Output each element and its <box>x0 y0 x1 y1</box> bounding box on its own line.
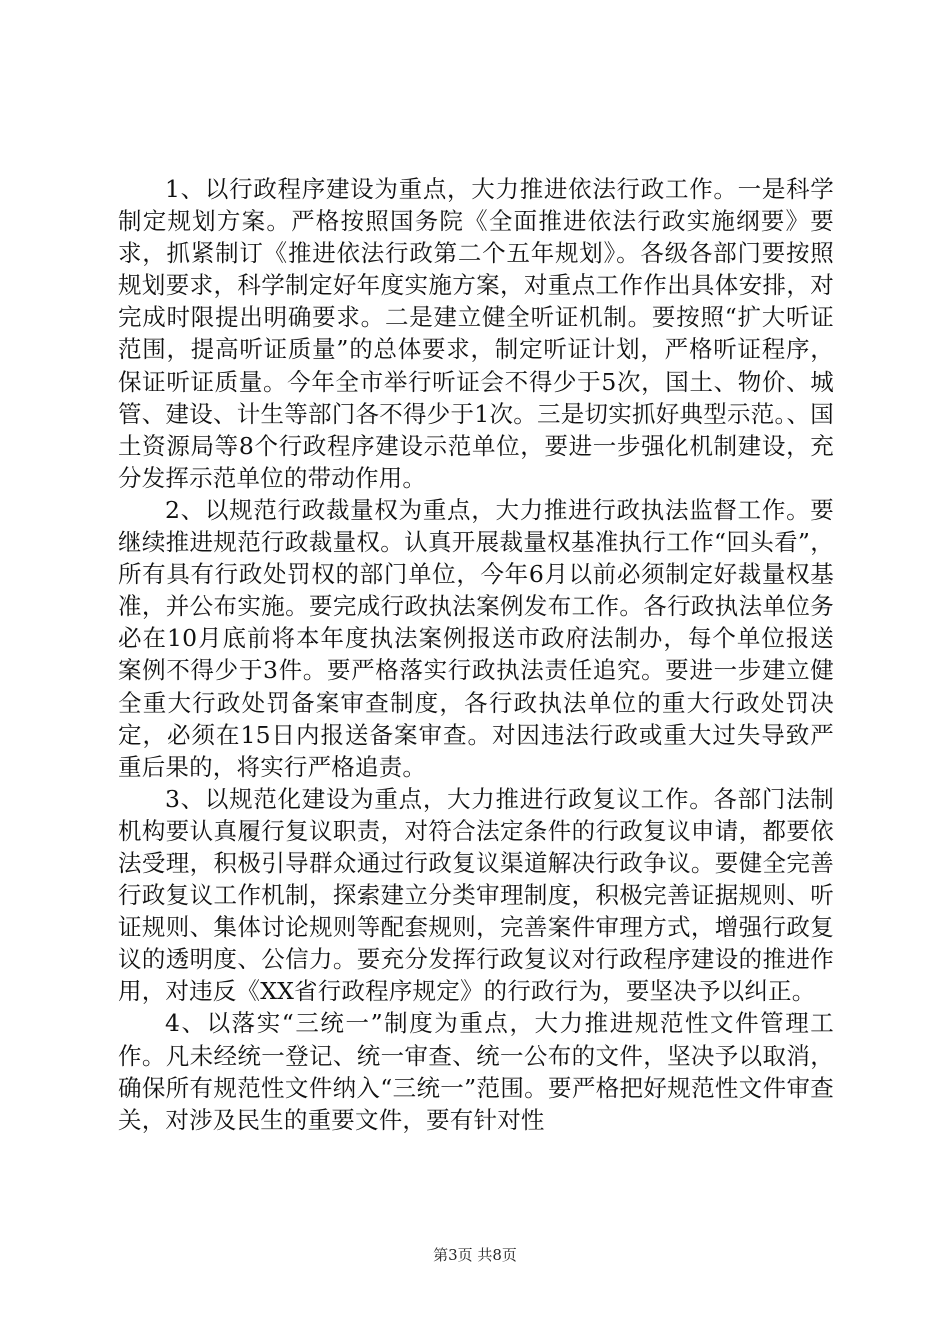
paragraph-4: 4、以落实“三统一”制度为重点，大力推进规范性文件管理工作。凡未经统一登记、统一审查、统一公布的文件，坚决予以取消，确保所有规范性文件纳入“三统一”范围。要严格把好规范性文件审查关，对涉及民生的重要文件，要有针对性 <box>118 1009 834 1134</box>
paragraph-1: 1、以行政程序建设为重点，大力推进依法行政工作。一是科学制定规划方案。严格按照国务院《全面推进依法行政实施纲要》要求，抓紧制订《推进依法行政第二个五年规划》。各级各部门要按照规划要求，科学制定好年度实施方案，对重点工作作出具体安排，对完成时限提出明确要求。二是建立健全听证机制。要按照“扩大听证范围，提高听证质量”的总体要求，制定听证计划，严格听证程序，保证听证质量。今年全市举行听证会不得少于5次，国土、物价、城管、建设、计生等部门各不得少于1次。三是切实抓好典型示范。、国土资源局等8个行政程序建设示范单位，要进一步强化机制建设，充分发挥示范单位的带动作用。 <box>118 175 834 492</box>
paragraph-3: 3、以规范化建设为重点，大力推进行政复议工作。各部门法制机构要认真履行复议职责，对符合法定条件的行政复议申请，都要依法受理，积极引导群众通过行政复议渠道解决行政争议。要健全完善行政复议工作机制，探索建立分类审理制度，积极完善证据规则、听证规则、集体讨论规则等配套规则，完善案件审理方式，增强行政复议的透明度、公信力。要充分发挥行政复议对行政程序建设的推进作用，对违反《XX省行政程序规定》的行政行为，要坚决予以纠正。 <box>118 784 834 1006</box>
paragraph-2: 2、以规范行政裁量权为重点，大力推进行政执法监督工作。要继续推进规范行政裁量权。认真开展裁量权基准执行工作“回头看”，所有具有行政处罚权的部门单位，今年6月以前必须制定好裁量权基准，并公布实施。要完成行政执法案例发布工作。各行政执法单位务必在10月底前将本年度执法案例报送市政府法制办，每个单位报送案例不得少于3件。要严格落实行政执法责任追究。要进一步建立健全重大行政处罚备案审查制度，各行政执法单位的重大行政处罚决定，必须在15日内报送备案审查。对因违法行政或重大过失导致严重后果的，将实行严格追责。 <box>118 495 834 781</box>
page-number-footer: 第3页 共8页 <box>433 1246 517 1264</box>
document-body <box>118 173 834 1136</box>
